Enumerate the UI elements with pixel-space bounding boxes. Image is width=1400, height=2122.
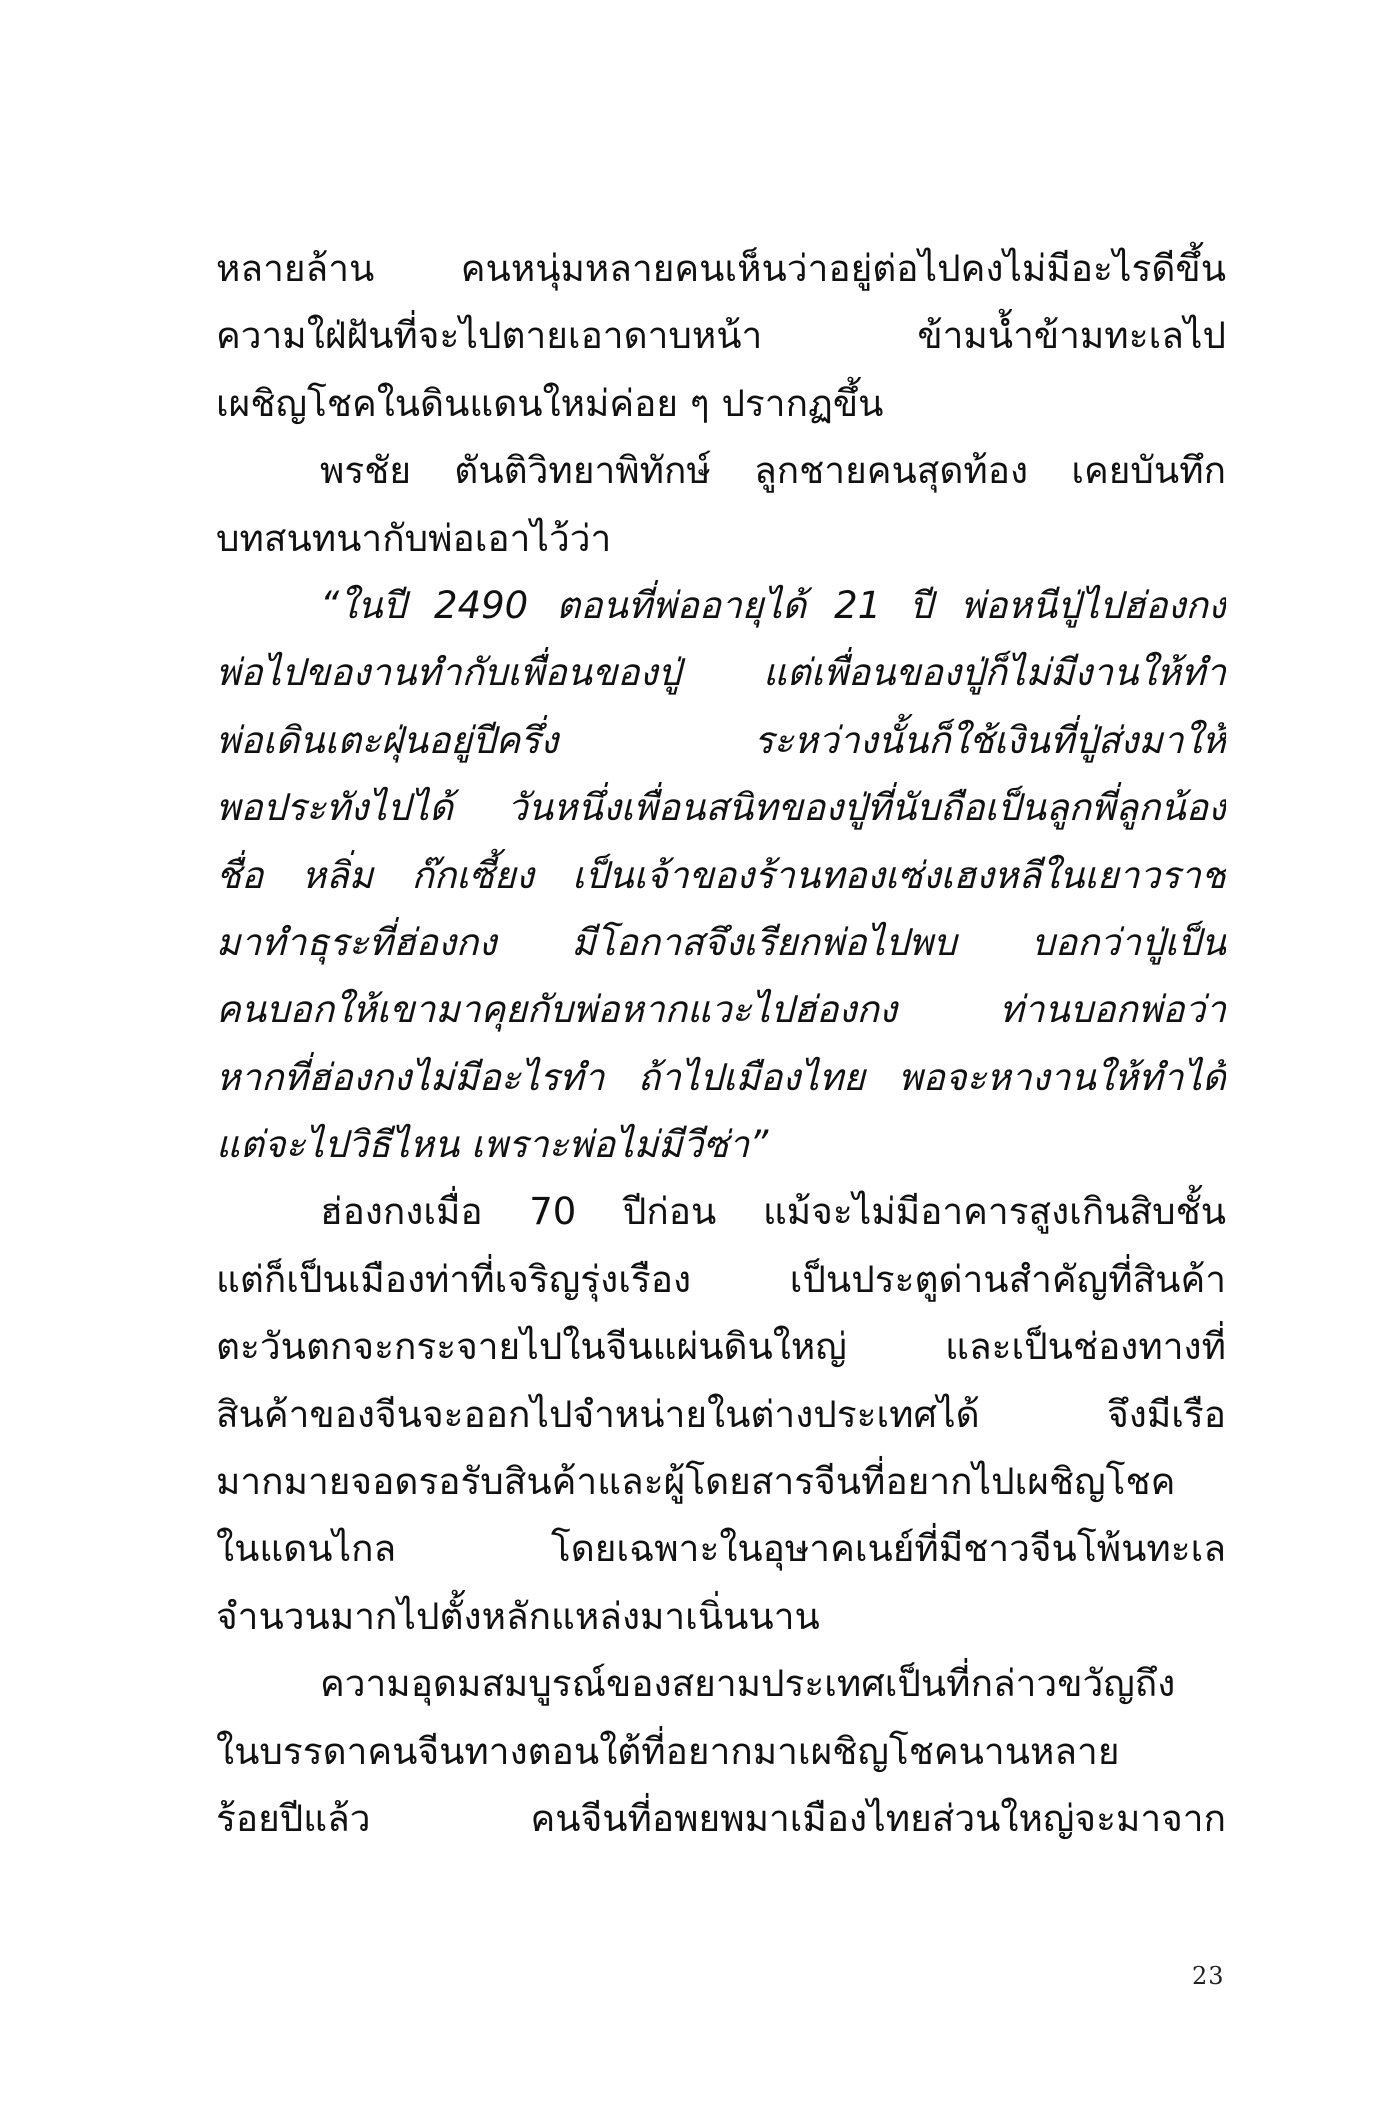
- body-line: จำนวนมากไปตั้งหลักแหล่งมาเนิ่นนาน: [216, 1594, 820, 1638]
- quote-line: “ในปี 2490 ตอนที่พ่ออายุได้ 21 ปี พ่อหนีปู่ไปฮ่องกง: [320, 583, 1226, 627]
- body-text: [216, 235, 1226, 1852]
- body-line: ตะวันตกจะกระจายไปในจีนแผ่นดินใหญ่ และเป็นช่องทางที่: [216, 1325, 1226, 1369]
- body-line: สินค้าของจีนจะออกไปจำหน่ายในต่างประเทศได้ จึงมีเรือ: [216, 1392, 1226, 1436]
- body-line: ความอุดมสมบูรณ์ของสยามประเทศเป็นที่กล่าวขวัญถึง: [320, 1662, 1176, 1706]
- body-line: บทสนทนากับพ่อเอาไว้ว่า: [216, 516, 612, 560]
- quote-line: พ่อไปของานทำกับเพื่อนของปู่ แต่เพื่อนของปู่ก็ไม่มีงานให้ทำ: [216, 651, 1226, 695]
- body-line: ฮ่องกงเมื่อ 70 ปีก่อน แม้จะไม่มีอาคารสูงเกินสิบชั้น: [320, 1190, 1226, 1234]
- quote-line: แต่จะไปวิธีไหน เพราะพ่อไม่มีวีซ่า”: [216, 1123, 769, 1167]
- body-line: ในบรรดาคนจีนทางตอนใต้ที่อยากมาเผชิญโชคนานหลาย: [216, 1729, 1120, 1773]
- quote-line: พ่อเดินเตะฝุ่นอยู่ปีครึ่ง ระหว่างนั้นก็ใช้เงินที่ปู่ส่งมาให้: [216, 718, 1226, 762]
- quote-line: หากที่ฮ่องกงไม่มีอะไรทำ ถ้าไปเมืองไทย พอจะหางานให้ทำได้: [216, 1055, 1226, 1099]
- page-number: 23: [1192, 1962, 1225, 1990]
- body-line: ร้อยปีแล้ว คนจีนที่อพยพมาเมืองไทยส่วนใหญ่จะมาจาก: [216, 1796, 1226, 1840]
- body-line: ความใฝ่ฝันที่จะไปตายเอาดาบหน้า ข้ามน้ำข้ามทะเลไป: [216, 314, 1226, 358]
- body-line: เผชิญโชคในดินแดนใหม่ค่อย ๆ ปรากฏขึ้น: [216, 381, 884, 425]
- quote-line: พอประทังไปได้ วันหนึ่งเพื่อนสนิทของปู่ที่นับถือเป็นลูกพี่ลูกน้อง: [216, 786, 1226, 830]
- quote-line: ชื่อ หลิ่ม ก๊กเซี้ยง เป็นเจ้าของร้านทองเซ่งเฮงหลีในเยาวราช: [216, 853, 1226, 897]
- body-line: มากมายจอดรอรับสินค้าและผู้โดยสารจีนที่อยากไปเผชิญโชค: [216, 1460, 1176, 1504]
- body-line: ในแดนไกล โดยเฉพาะในอุษาคเนย์ที่มีชาวจีนโพ้นทะเล: [216, 1527, 1226, 1571]
- quote-line: มาทำธุระที่ฮ่องกง มีโอกาสจึงเรียกพ่อไปพบ บอกว่าปู่เป็น: [216, 920, 1226, 964]
- body-line: พรชัย ตันติวิทยาพิทักษ์ ลูกชายคนสุดท้อง เคยบันทึก: [320, 449, 1226, 493]
- quote-line: คนบอกให้เขามาคุยกับพ่อหากแวะไปฮ่องกง ท่านบอกพ่อว่า: [216, 988, 1226, 1032]
- body-line: หลายล้าน คนหนุ่มหลายคนเห็นว่าอยู่ต่อไปคงไม่มีอะไรดีขึ้น: [216, 247, 1226, 290]
- body-line: แต่ก็เป็นเมืองท่าที่เจริญรุ่งเรือง เป็นประตูด่านสำคัญที่สินค้า: [216, 1257, 1226, 1301]
